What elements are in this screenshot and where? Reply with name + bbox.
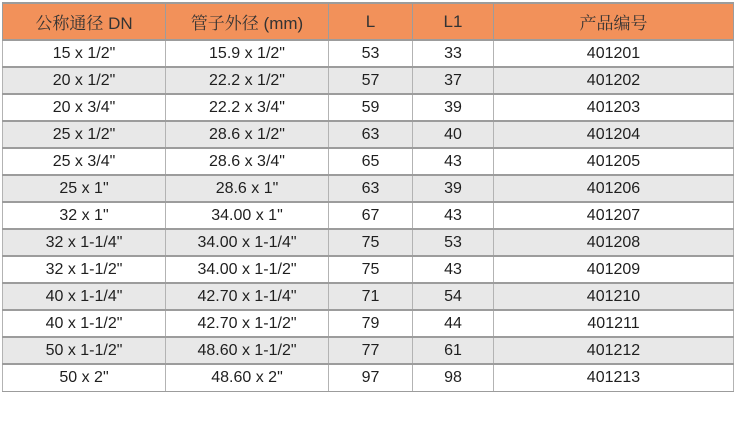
cell-l1: 43: [413, 256, 494, 283]
cell-od: 15.9 x 1/2": [166, 40, 329, 67]
cell-od: 34.00 x 1": [166, 202, 329, 229]
table-row: [3, 94, 734, 121]
cell-od: 28.6 x 3/4": [166, 148, 329, 175]
cell-code: 401213: [494, 364, 734, 391]
cell-l1: 39: [413, 175, 494, 202]
cell-l: 77: [329, 337, 413, 364]
table-header: [3, 3, 734, 40]
cell-code: 401211: [494, 310, 734, 337]
cell-od: 34.00 x 1-1/2": [166, 256, 329, 283]
cell-l1: 43: [413, 202, 494, 229]
cell-code: 401207: [494, 202, 734, 229]
column-header-l1: L1: [413, 3, 494, 40]
table-row: [3, 202, 734, 229]
cell-l1: 40: [413, 121, 494, 148]
table-row: [3, 40, 734, 67]
cell-code: 401205: [494, 148, 734, 175]
cell-dn: 32 x 1-1/4": [3, 229, 166, 256]
cell-l1: 37: [413, 67, 494, 94]
cell-od: 22.2 x 1/2": [166, 67, 329, 94]
table-row: [3, 229, 734, 256]
cell-dn: 25 x 1": [3, 175, 166, 202]
cell-dn: 15 x 1/2": [3, 40, 166, 67]
table-row: [3, 310, 734, 337]
cell-dn: 50 x 1-1/2": [3, 337, 166, 364]
cell-code: 401202: [494, 67, 734, 94]
cell-od: 28.6 x 1/2": [166, 121, 329, 148]
cell-dn: 50 x 2": [3, 364, 166, 391]
cell-code: 401206: [494, 175, 734, 202]
table-row: [3, 67, 734, 94]
cell-l1: 43: [413, 148, 494, 175]
cell-l: 65: [329, 148, 413, 175]
cell-code: 401212: [494, 337, 734, 364]
cell-od: 22.2 x 3/4": [166, 94, 329, 121]
table-header-row: [3, 3, 734, 40]
cell-l: 75: [329, 256, 413, 283]
cell-l1: 98: [413, 364, 494, 391]
cell-code: 401209: [494, 256, 734, 283]
cell-od: 48.60 x 1-1/2": [166, 337, 329, 364]
table-row: [3, 283, 734, 310]
cell-od: 34.00 x 1-1/4": [166, 229, 329, 256]
table-row: [3, 175, 734, 202]
cell-l: 57: [329, 67, 413, 94]
cell-dn: 32 x 1": [3, 202, 166, 229]
cell-dn: 25 x 1/2": [3, 121, 166, 148]
cell-dn: 32 x 1-1/2": [3, 256, 166, 283]
cell-l: 63: [329, 121, 413, 148]
cell-code: 401201: [494, 40, 734, 67]
column-header-code: 产品编号: [494, 3, 734, 40]
cell-l: 75: [329, 229, 413, 256]
cell-dn: 20 x 1/2": [3, 67, 166, 94]
cell-l1: 44: [413, 310, 494, 337]
cell-l1: 61: [413, 337, 494, 364]
cell-dn: 20 x 3/4": [3, 94, 166, 121]
table-row: [3, 256, 734, 283]
cell-code: 401204: [494, 121, 734, 148]
table-row: [3, 148, 734, 175]
cell-code: 401208: [494, 229, 734, 256]
cell-l: 67: [329, 202, 413, 229]
cell-code: 401203: [494, 94, 734, 121]
cell-dn: 40 x 1-1/2": [3, 310, 166, 337]
product-spec-table: [2, 2, 734, 392]
table-row: [3, 121, 734, 148]
cell-dn: 40 x 1-1/4": [3, 283, 166, 310]
cell-l: 97: [329, 364, 413, 391]
table-row: [3, 337, 734, 364]
cell-l1: 39: [413, 94, 494, 121]
cell-od: 42.70 x 1-1/4": [166, 283, 329, 310]
cell-od: 28.6 x 1": [166, 175, 329, 202]
cell-code: 401210: [494, 283, 734, 310]
cell-od: 42.70 x 1-1/2": [166, 310, 329, 337]
cell-l: 63: [329, 175, 413, 202]
cell-l: 59: [329, 94, 413, 121]
cell-dn: 25 x 3/4": [3, 148, 166, 175]
table-body: [3, 40, 734, 391]
cell-l: 71: [329, 283, 413, 310]
cell-l1: 33: [413, 40, 494, 67]
table-row: [3, 364, 734, 391]
cell-l1: 54: [413, 283, 494, 310]
cell-l: 79: [329, 310, 413, 337]
cell-l: 53: [329, 40, 413, 67]
cell-l1: 53: [413, 229, 494, 256]
column-header-l: L: [329, 3, 413, 40]
column-header-dn: 公称通径 DN: [3, 3, 166, 40]
cell-od: 48.60 x 2": [166, 364, 329, 391]
column-header-od: 管子外径 (mm): [166, 3, 329, 40]
